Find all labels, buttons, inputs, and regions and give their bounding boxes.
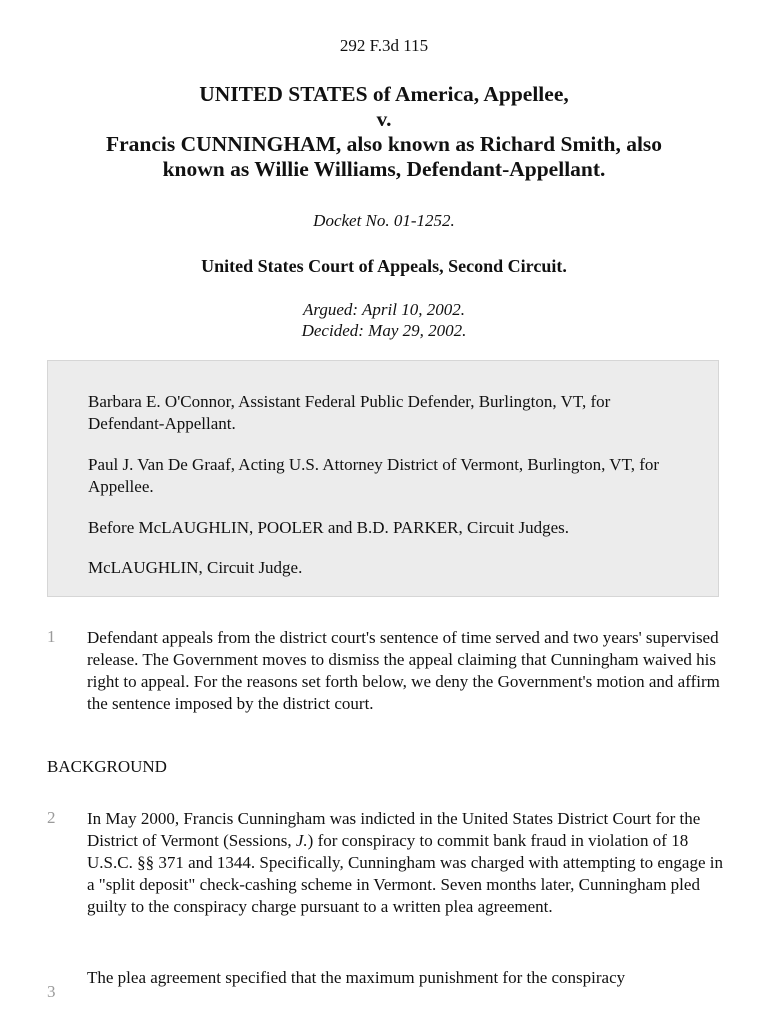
defense-counsel: Barbara E. O'Connor, Assistant Federal Public Defender, Burlington, VT, for Defendant-Appellant. xyxy=(88,392,611,433)
case-citation: 292 F.3d 115 xyxy=(339,36,429,55)
paragraph-text-after: ) for conspiracy to commit bank fraud in violation of 18 U.S.C. §§ 371 and 1344. Specifically, Cunningham was charged with attempting to engage in a "split deposit" check-cashing scheme in Vermont. Seven months later, Cunningham pled guilty to the conspiracy charge pursuant to a written plea agreement. xyxy=(87,831,723,916)
paragraph-3-number: 3 xyxy=(47,982,56,1001)
section-heading-background: BACKGROUND xyxy=(47,757,167,776)
paragraph-3-text: The plea agreement specified that the maximum punishment for the conspiracy xyxy=(87,968,626,987)
counsel-box xyxy=(47,360,719,597)
caption-line-1: UNITED STATES of America, Appellee, xyxy=(199,82,569,106)
paragraph-text-before: In May 2000, Francis Cunningham was indicted in the United States District Court for the District of Vermont (Sessions, xyxy=(87,809,701,850)
opinion-author: McLAUGHLIN, Circuit Judge. xyxy=(88,558,303,577)
paragraph-number: 2 xyxy=(47,808,56,827)
docket-number: Docket No. 01-1252. xyxy=(313,211,455,230)
case-dates xyxy=(0,299,768,341)
argued-date: Argued: April 10, 2002. xyxy=(303,300,465,319)
judge-abbreviation: J. xyxy=(295,831,308,850)
caption-line-4: known as Willie Williams, Defendant-Appellant. xyxy=(162,157,606,181)
decided-date: Decided: May 29, 2002. xyxy=(301,321,467,340)
caption-line-3: Francis CUNNINGHAM, also known as Richard Smith, also xyxy=(105,132,663,156)
paragraph-text: Defendant appeals from the district court's sentence of time served and two years' supervised release. The Government moves to dismiss the appeal claiming that Cunningham waived his right to appeal. For the reasons set forth below, we deny the Government's motion and affirm the sentence imposed by the district court. xyxy=(87,628,720,713)
paragraph-number: 1 xyxy=(47,627,56,646)
judges-panel: Before McLAUGHLIN, POOLER and B.D. PARKER, Circuit Judges. xyxy=(88,518,570,537)
case-caption xyxy=(40,82,728,182)
caption-line-2: v. xyxy=(376,107,392,131)
paragraph-text xyxy=(87,808,727,918)
government-counsel: Paul J. Van De Graaf, Acting U.S. Attorney District of Vermont, Burlington, VT, for Appellee. xyxy=(88,455,660,496)
court-name: United States Court of Appeals, Second Circuit. xyxy=(201,256,567,276)
